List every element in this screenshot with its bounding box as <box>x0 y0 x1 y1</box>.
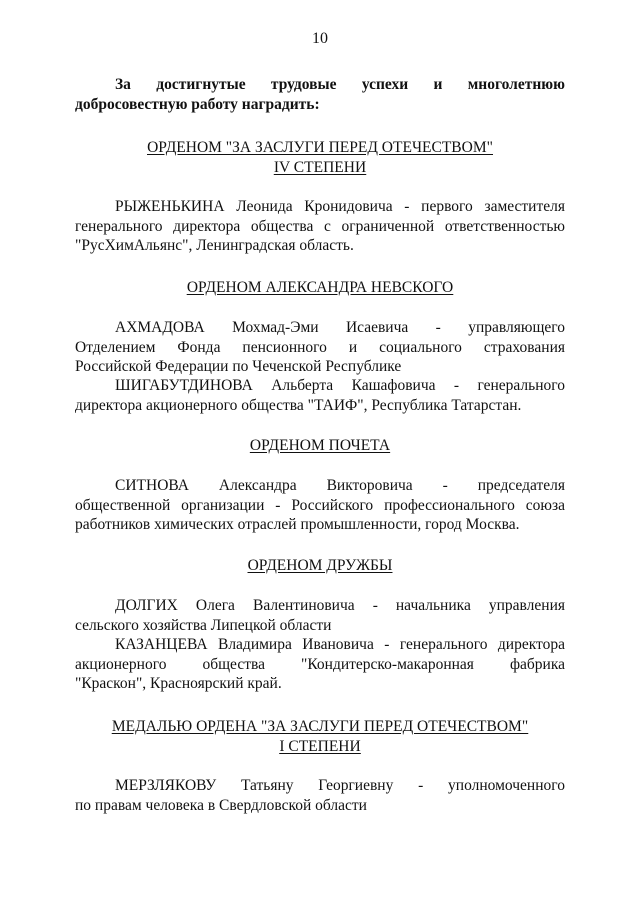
award-heading-line: IV СТЕПЕНИ <box>273 158 367 176</box>
awardee-entry <box>75 776 565 815</box>
entry-line: "Краскон", Красноярский край. <box>75 675 282 692</box>
award-heading-line: ОРДЕНОМ ПОЧЕТА <box>249 437 391 454</box>
award-heading-line: I СТЕПЕНИ <box>279 737 361 755</box>
award-heading <box>0 138 640 177</box>
entry-line: Российской Федерации по Чеченской Республике <box>75 358 402 375</box>
entry-line: акционерного общества "Кондитерско-макаронная фабрика <box>75 655 565 673</box>
awardee-entry <box>75 318 565 377</box>
entry-line: Отделением Фонда пенсионного и социального страхования <box>75 338 565 356</box>
award-heading <box>0 717 640 756</box>
award-heading-line: МЕДАЛЬЮ ОРДЕНА "ЗА ЗАСЛУГИ ПЕРЕД ОТЕЧЕСТВОМ" <box>111 718 529 735</box>
entry-line: ДОЛГИХ Олега Валентиновича - начальника управления <box>115 597 565 614</box>
entry-line: работников химических отраслей промышленности, город Москва. <box>75 516 520 533</box>
award-heading-line: ОРДЕНОМ "ЗА ЗАСЛУГИ ПЕРЕД ОТЕЧЕСТВОМ" <box>147 139 493 156</box>
entry-line: МЕРЗЛЯКОВУ Татьяну Георгиевну - уполномоченного <box>115 777 565 794</box>
awardee-entry <box>75 596 565 635</box>
awardee-entry <box>75 476 565 535</box>
award-heading <box>0 436 640 456</box>
entry-line: КАЗАНЦЕВА Владимира Ивановича - генерального директора <box>115 636 565 653</box>
entry-line: директора акционерного общества "ТАИФ", Республика Татарстан. <box>75 396 522 414</box>
award-heading <box>0 556 640 576</box>
awardee-entry <box>75 376 565 415</box>
entry-line: сельского хозяйства Липецкой области <box>75 616 332 634</box>
entry-line: ШИГАБУТДИНОВА Альберта Кашафовича - генерального <box>115 377 565 394</box>
entry-line: АХМАДОВА Мохмад-Эми Исаевича - управляющего <box>115 319 565 336</box>
award-heading <box>0 278 640 298</box>
entry-line: общественной организации - Российского профессионального союза <box>75 496 565 514</box>
page-number: 10 <box>312 30 328 47</box>
award-heading-line: ОРДЕНОМ ДРУЖБЫ <box>247 557 393 574</box>
intro-line: За достигнутые трудовые успехи и многолетнюю <box>115 76 565 93</box>
entry-line: РЫЖЕНЬКИНА Леонида Кронидовича - первого заместителя <box>115 198 565 215</box>
award-heading-line: ОРДЕНОМ АЛЕКСАНДРА НЕВСКОГО <box>186 279 454 296</box>
entry-line: генерального директора общества с ограниченной ответственностью <box>75 217 565 235</box>
awardee-entry <box>75 635 565 694</box>
awardee-entry <box>75 197 565 256</box>
intro-line: добросовестную работу наградить: <box>75 95 320 113</box>
entry-line: по правам человека в Свердловской области <box>75 796 367 814</box>
entry-line: "РусХимАльянс", Ленинградская область. <box>75 237 354 254</box>
intro-paragraph <box>75 75 565 114</box>
entry-line: СИТНОВА Александра Викторовича - председателя <box>115 477 565 494</box>
